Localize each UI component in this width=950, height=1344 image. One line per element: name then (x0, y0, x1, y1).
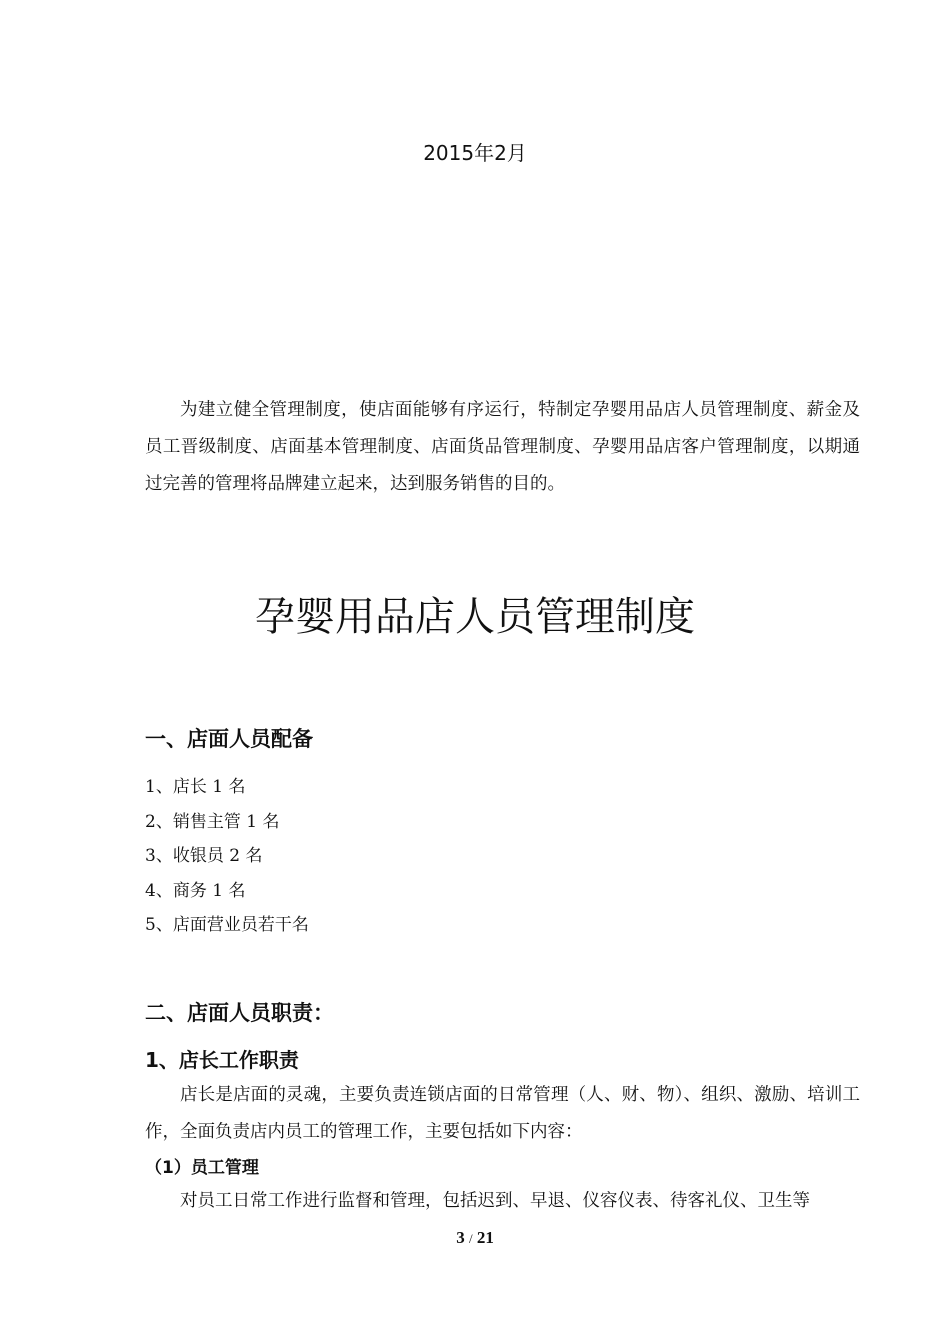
document-date: 2015年2月 (423, 141, 527, 165)
page-separator: / (468, 1231, 473, 1246)
manager-duty-text: 店长是店面的灵魂，主要负责连锁店面的日常管理（人、财、物）、组织、激励、培训工作，全面负责店内员工的管理工作，主要包括如下内容： (145, 1085, 860, 1142)
subsection-heading-manager: 1、店长工作职责 (145, 1048, 299, 1072)
list-item: 4、商务 1 名 (145, 880, 246, 901)
intro-text: 为建立健全管理制度，使店面能够有序运行，特制定孕婴用品店人员管理制度、薪金及员工晋级制度、店面基本管理制度、店面货品管理制度、孕婴用品店客户管理制度，以期通过完善的管理将品牌建立起来，达到服务销售的目的。 (145, 400, 860, 494)
section-heading-staffing: 一、店面人员配备 (145, 727, 313, 751)
staff-management-text: 对员工日常工作进行监督和管理，包括迟到、早退、仪容仪表、待客礼仪、卫生等 (180, 1191, 810, 1211)
list-item: 1、店长 1 名 (145, 777, 246, 797)
staffing-list (145, 772, 309, 945)
page-number (0, 1228, 950, 1248)
intro-paragraph (145, 392, 860, 503)
manager-duty-paragraph (145, 1077, 860, 1151)
page-current: 3 (456, 1228, 465, 1247)
staff-management-paragraph (145, 1183, 860, 1220)
page-total: 21 (476, 1228, 494, 1247)
list-item: 2、销售主管 1 名 (145, 811, 280, 832)
list-item: 5、店面营业员若干名 (145, 915, 309, 935)
list-item: 3、收银员 2 名 (145, 846, 263, 866)
sub-subsection-heading-staff-management: （1）员工管理 (145, 1158, 259, 1178)
document-title: 孕婴用品店人员管理制度 (255, 594, 695, 640)
section-heading-duties: 二、店面人员职责： (145, 1001, 334, 1025)
